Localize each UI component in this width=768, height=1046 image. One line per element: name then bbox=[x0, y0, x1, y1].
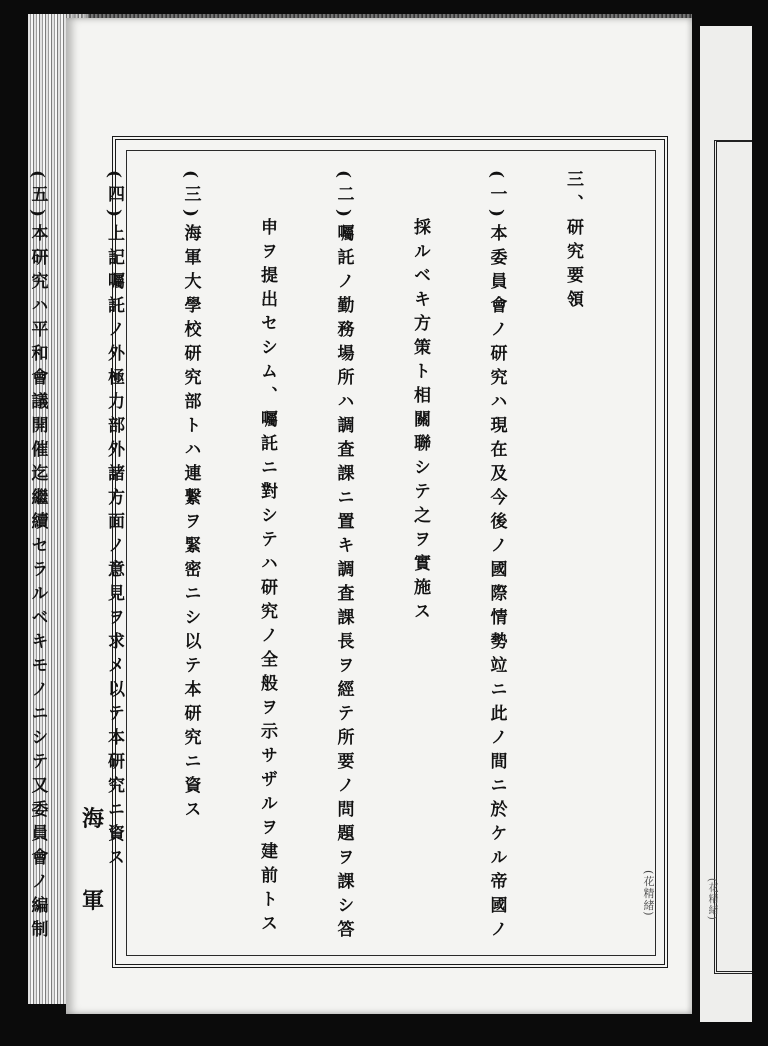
footer-char: 海 bbox=[82, 806, 105, 832]
margin-label: (花精緒) bbox=[642, 870, 655, 917]
text-line: (二)囑託ノ勤務場所ハ調査課ニ置キ調査課長ヲ經テ所要ノ問題ヲ課シ答 bbox=[333, 170, 354, 945]
document-body bbox=[27, 170, 636, 945]
section-heading: 三、研究要領 bbox=[563, 170, 583, 314]
text-line: (五)本研究ハ平和會議開催迄繼續セラルベキモノニシテ又委員會ノ編制 bbox=[27, 170, 48, 945]
text-line: 申ヲ提出セシム、囑託ニ對シテハ研究ノ全般ヲ示サザルヲ建前トス bbox=[257, 170, 277, 938]
text-line: (四)上記囑託ノ外極力部外諸方面ノ意見ヲ求メ以テ本研究ニ資ス bbox=[104, 170, 124, 873]
footer-char: 軍 bbox=[82, 888, 105, 914]
next-page-frame bbox=[714, 140, 752, 974]
text-line: (一)本委員會ノ研究ハ現在及今後ノ國際情勢竝ニ此ノ間ニ於ケル帝國ノ bbox=[486, 170, 507, 945]
text-line: 採ルベキ方策ト相關聯シテ之ヲ實施ス bbox=[410, 170, 430, 626]
text-line: (三)海軍大學校研究部トハ連繋ヲ緊密ニシ以テ本研究ニ資ス bbox=[180, 170, 201, 825]
next-page-label: (花精緒) bbox=[706, 878, 717, 921]
